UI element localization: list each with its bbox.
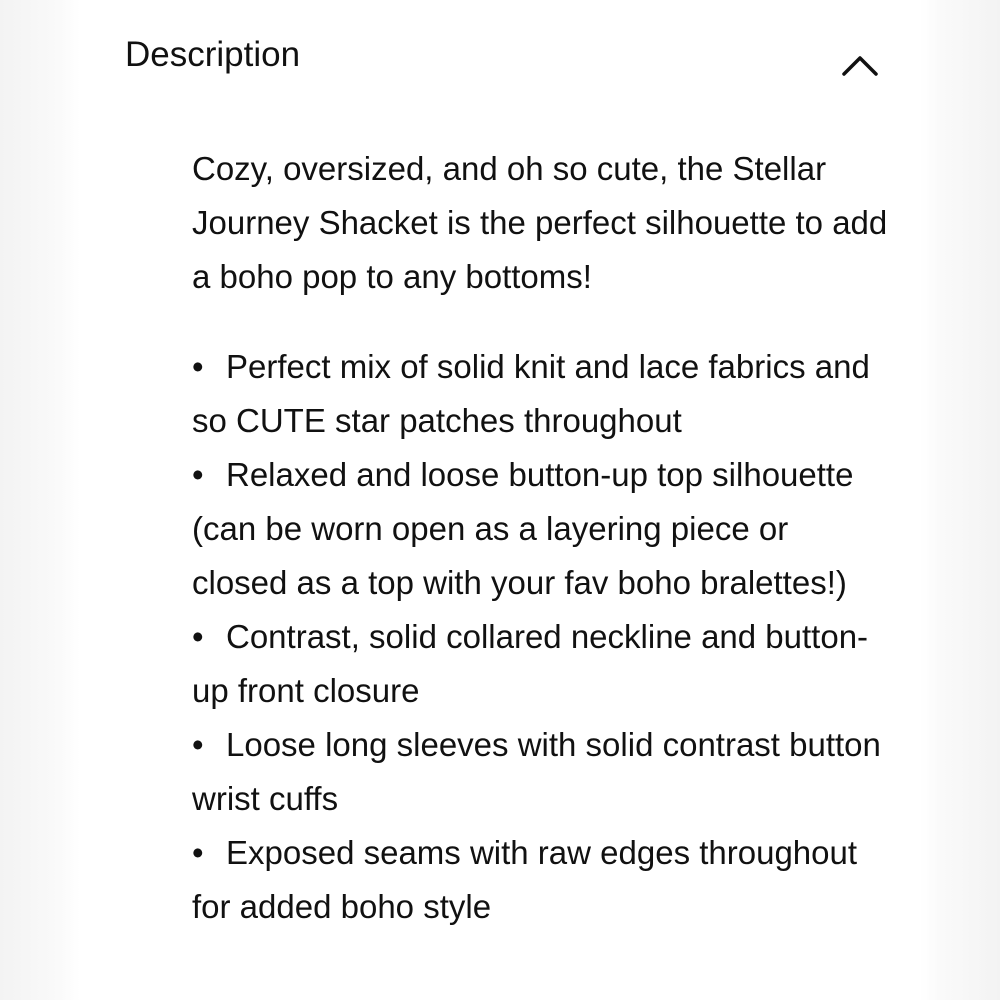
list-item-text: Loose long sleeves with solid contrast button wrist cuffs xyxy=(192,726,881,817)
description-panel xyxy=(80,0,920,1000)
chevron-up-icon[interactable] xyxy=(840,50,880,78)
bullet-icon: • xyxy=(192,834,204,871)
list-item-text: Exposed seams with raw edges throughout for added boho style xyxy=(192,834,858,925)
description-intro: Cozy, oversized, and oh so cute, the Stellar Journey Shacket is the perfect silhouette to add a boho pop to any bottoms! xyxy=(192,150,888,295)
list-item-text: Perfect mix of solid knit and lace fabrics and so CUTE star patches throughout xyxy=(192,348,870,439)
description-body xyxy=(192,142,892,934)
feature-list xyxy=(192,340,892,934)
bullet-icon: • xyxy=(192,348,204,385)
bullet-icon: • xyxy=(192,726,204,763)
list-item xyxy=(192,826,892,934)
description-accordion-header[interactable] xyxy=(80,0,920,110)
list-item xyxy=(192,718,892,826)
bullet-icon: • xyxy=(192,456,204,493)
list-item xyxy=(192,610,892,718)
list-item-text: Relaxed and loose button-up top silhouette (can be worn open as a layering piece or closed as a top with your fav boho bralettes!) xyxy=(192,456,854,601)
bullet-icon: • xyxy=(192,618,204,655)
list-item-text: Contrast, solid collared neckline and button-up front closure xyxy=(192,618,869,709)
accordion-title: Description xyxy=(125,35,301,74)
list-item xyxy=(192,340,892,448)
list-item xyxy=(192,448,892,610)
